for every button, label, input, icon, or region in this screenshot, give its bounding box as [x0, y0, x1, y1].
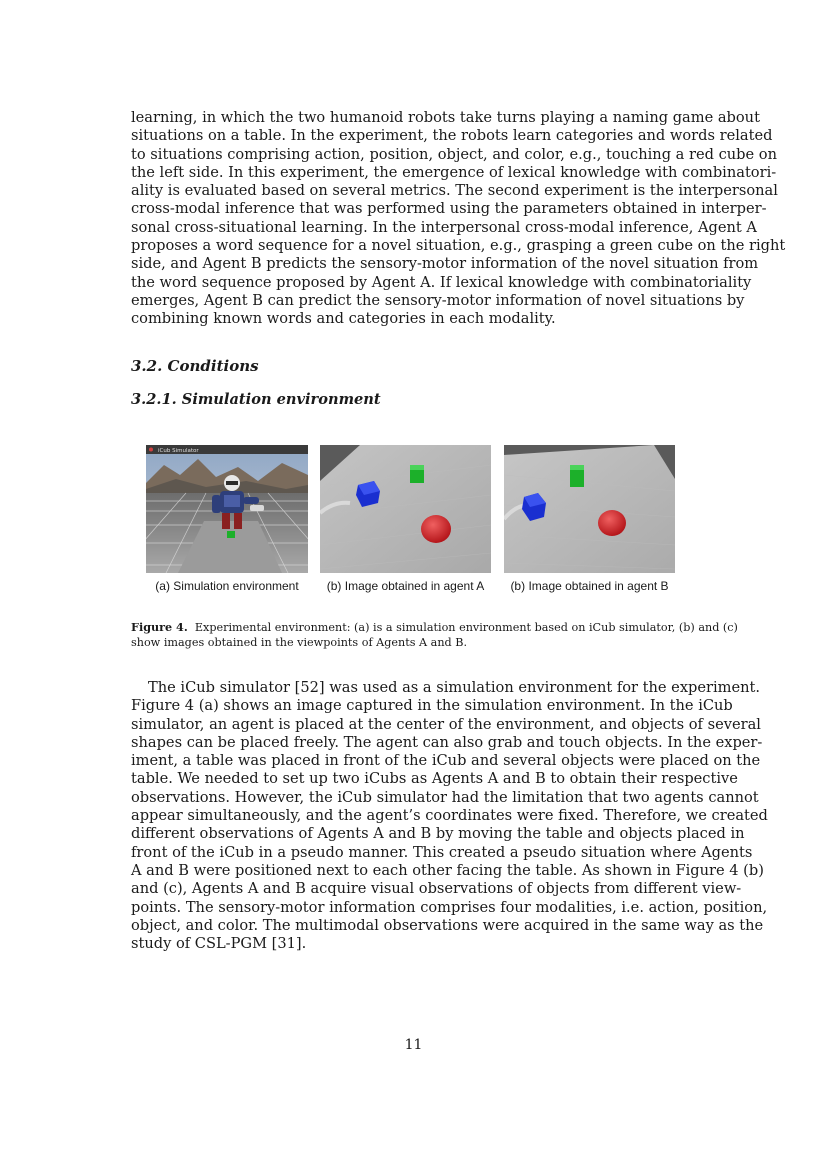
text-line: proposes a word sequence for a novel situation, e.g., grasping a green cube on the right [131, 237, 786, 255]
green-cube-icon [410, 465, 424, 483]
green-cube-icon [570, 465, 584, 487]
text-line: object, and color. The multimodal observations were acquired in the same way as the [131, 916, 764, 934]
text-line: simulator, an agent is placed at the center of the environment, and objects of several [131, 715, 761, 733]
text-line: iment, a table was placed in front of the iCub and several objects were placed on the [131, 752, 761, 770]
text-line: study of CSL-PGM [31]. [131, 935, 307, 953]
text-line: front of the iCub in a pseudo manner. This created a pseudo situation where Agents [131, 843, 753, 861]
figure-simulation-environment [146, 445, 308, 573]
paragraph-intro [131, 109, 786, 329]
text-line: points. The sensory-motor information comprises four modalities, i.e. action, position, [131, 898, 768, 916]
section-heading: 3.2. Conditions [131, 357, 259, 375]
figure-caption-label: Figure 4. [131, 620, 188, 634]
text-line: situations on a table. In the experiment, the robots learn categories and words related [131, 127, 773, 145]
subcaption-a: (a) Simulation environment [155, 579, 299, 593]
text-line: table. We needed to set up two iCubs as Agents A and B to obtain their respective [131, 770, 738, 788]
text-line: different observations of Agents A and B by moving the table and objects placed in [131, 825, 745, 843]
subsection-heading: 3.2.1. Simulation environment [131, 391, 381, 408]
text-line: The iCub simulator [52] was used as a simulation environment for the experiment. [148, 679, 761, 696]
text-line: the word sequence proposed by Agent A. If lexical knowledge with combinatoriality [131, 273, 752, 291]
text-line: emerges, Agent B can predict the sensory-motor information of novel situations by [131, 291, 745, 309]
text-line: appear simultaneously, and the agent’s coordinates were fixed. Therefore, we created [131, 807, 768, 825]
green-cube-icon [227, 531, 235, 538]
paragraph-simulator [131, 679, 768, 953]
figure-agent-b-view [504, 445, 675, 573]
text-line: shapes can be placed freely. The agent can also grab and touch objects. In the exper- [131, 733, 763, 751]
text-line: Figure 4 (a) shows an image captured in the simulation environment. In the iCub [131, 697, 733, 715]
text-line: ality is evaluated based on several metrics. The second experiment is the interpersonal [131, 182, 778, 200]
subcaption-c: (b) Image obtained in agent B [510, 579, 669, 593]
figure-agent-a-view [320, 445, 491, 573]
text-line: to situations comprising action, position, object, and color, e.g., touching a red cube on [131, 145, 777, 163]
text-line: and (c), Agents A and B acquire visual observations of objects from different view- [131, 880, 742, 898]
text-line: learning, in which the two humanoid robots take turns playing a naming game about [131, 109, 760, 126]
text-line: combining known words and categories in each modality. [131, 310, 556, 328]
window-title: iCub Simulator [158, 448, 199, 454]
text-line: sonal cross-situational learning. In the interpersonal cross-modal inference, Agent A [131, 218, 757, 236]
subcaption-b: (b) Image obtained in agent A [326, 579, 485, 593]
page-number: 11 [404, 1037, 423, 1053]
text-line: observations. However, the iCub simulator had the limitation that two agents cannot [131, 788, 759, 806]
text-line: A and B were positioned next to each other facing the table. As shown in Figure 4 (b) [131, 861, 764, 879]
text-line: side, and Agent B predicts the sensory-motor information of the novel situation from [131, 255, 759, 273]
figure-caption-text: show images obtained in the viewpoints of Agents A and B. [131, 635, 468, 649]
figure-caption-text: Experimental environment: (a) is a simulation environment based on iCub simulator, (b) and (c) [194, 621, 738, 634]
text-line: the left side. In this experiment, the emergence of lexical knowledge with combinatori- [131, 163, 777, 181]
figure-caption [131, 620, 738, 650]
red-sphere-icon [421, 515, 451, 543]
red-sphere-icon [598, 510, 626, 536]
text-line: cross-modal inference that was performed using the parameters obtained in interper- [131, 200, 767, 218]
